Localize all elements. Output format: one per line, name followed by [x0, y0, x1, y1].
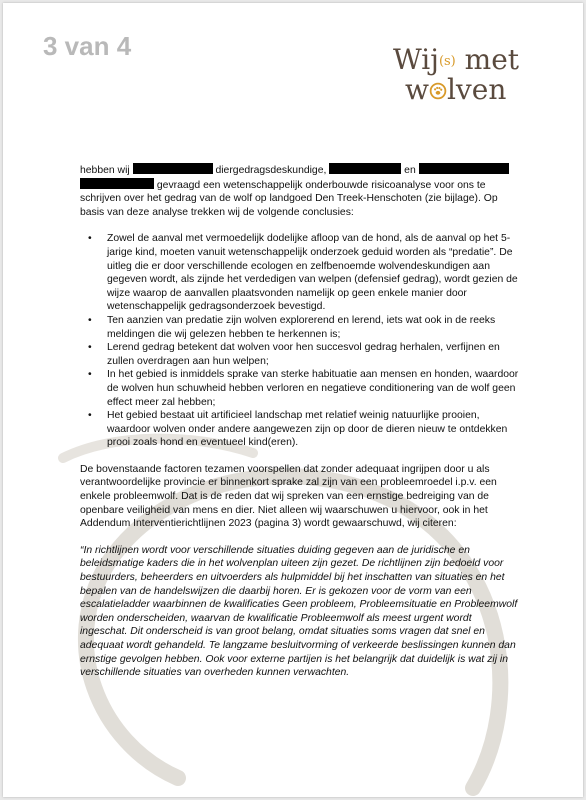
- conclusions-list: [80, 232, 520, 450]
- logo-text-met: met: [455, 43, 520, 76]
- warning-paragraph: De bovenstaande factoren tezamen voorspellen dat zonder adequaat ingrijpen door u als verantwoordelijke provincie er binnenkort sprake zal zijn van een probleemroedel i.p.v. een enkele probleemwolf. Dat is de reden dat wij spreken van een ernstige bedreiging van de openbare veiligheid van mens en dier. Niet alleen wij waarschuwen u hiervoor, ook in het Addendum Interventierichtlijnen 2023 (pagina 3) wordt gewaarschuwd, wij citeren:: [80, 463, 497, 530]
- logo-text-lven: lven: [446, 73, 507, 106]
- redaction-block: [329, 163, 401, 174]
- redaction-block: [80, 178, 154, 189]
- redaction-block: [419, 163, 509, 174]
- document-page: [3, 3, 583, 797]
- conclusion-item: • Het gebied bestaat uit artificieel landschap met relatief weinig natuurlijke prooien, waardoor wolven onder andere aangewezen zijn op door de dieren nieuw te ontdekken prooi zoals hond en eventueel kind(eren).: [107, 409, 520, 450]
- logo-line-2: [405, 73, 506, 106]
- logo-line-1: [393, 43, 519, 76]
- quoted-guideline: “In richtlijnen wordt voor verschillende situaties duiding gegeven aan de juridische en beleidsmatige kaders die in het wolvenplan uiteen zijn gezet. De richtlijnen zijn bedoeld voor bestuurders, beheerders en uitvoerders als hulpmiddel bij het inschatten van situaties en het bepalen van de handelswijzen die daarbij horen. Er is gekozen voor de vorm van een escalatieladder waarbinnen de kwalificaties Geen probleem, Probleemsituatie en Probleemwolf worden onderscheiden, waarvan de kwalificatie Probleemwolf als meest urgent wordt ingeschat. Dit onderscheid is van groot belang, omdat situaties soms vragen dat snel en adequaat wordt gehandeld. Te langzame besluitvorming of verkeerde beslissingen kunnen dan ernstige gevolgen hebben. Ook voor externe partijen is het belangrijk dat duidelijk is wat zij in verschillende situaties van overheden kunnen verwachten.: [80, 544, 518, 679]
- logo-text-w: w: [405, 73, 429, 106]
- page-number: 3 van 4: [43, 31, 132, 61]
- intro-text-2: diergedragsdeskundige,: [212, 165, 327, 176]
- logo-text-wij: Wij: [393, 43, 439, 76]
- conclusion-item: • Ten aanzien van predatie zijn wolven explorerend en lerend, iets wat ook in de reeks meldingen die wij gelezen hebben te herkennen is;: [107, 314, 520, 341]
- intro-paragraph: [80, 163, 520, 219]
- letter-body: [80, 163, 520, 680]
- logo-text-s: (s): [438, 54, 456, 69]
- intro-text-3: en: [401, 165, 416, 176]
- brand-logo: [389, 43, 539, 105]
- intro-text-1: hebben wij: [80, 165, 130, 176]
- conclusion-item: • Lerend gedrag betekent dat wolven voor hen succesvol gedrag herhalen, verfijnen en zullen overdragen aan hun welpen;: [107, 341, 520, 368]
- conclusion-item: • In het gebied is inmiddels sprake van sterke habituatie aan mensen en honden, waardoor de wolven hun schuwheid hebben verloren en negatieve conditionering van de wolf geen effect meer zal hebben;: [107, 368, 520, 409]
- paw-icon: [429, 82, 447, 100]
- intro-text-4: gevraagd een wetenschappelijk onderbouwde risicoanalyse voor ons te schrijven over het gedrag van de wolf op landgoed Den Treek-Henschoten (zie bijlage). Op basis van deze analyse trekken wij de volgende conclusies:: [80, 179, 498, 218]
- redaction-block: [133, 163, 213, 174]
- conclusion-item: • Zowel de aanval met vermoedelijk dodelijke afloop van de hond, als de aanval op het 5-jarige kind, moeten vanuit wetenschappelijk onderzoek geduid worden als “predatie”. De uitleg die er door verschillende ecologen en zelfbenoemde wolvendeskundigen aan gegeven wordt, als zijnde het verdedigen van welpen (defensief gedrag), wordt gezien de wijze waarop de aanvallen plaatsvonden namelijk op geen enkele manier door wetenschappelijk gedragsonderzoek bevestigd.: [107, 232, 520, 314]
